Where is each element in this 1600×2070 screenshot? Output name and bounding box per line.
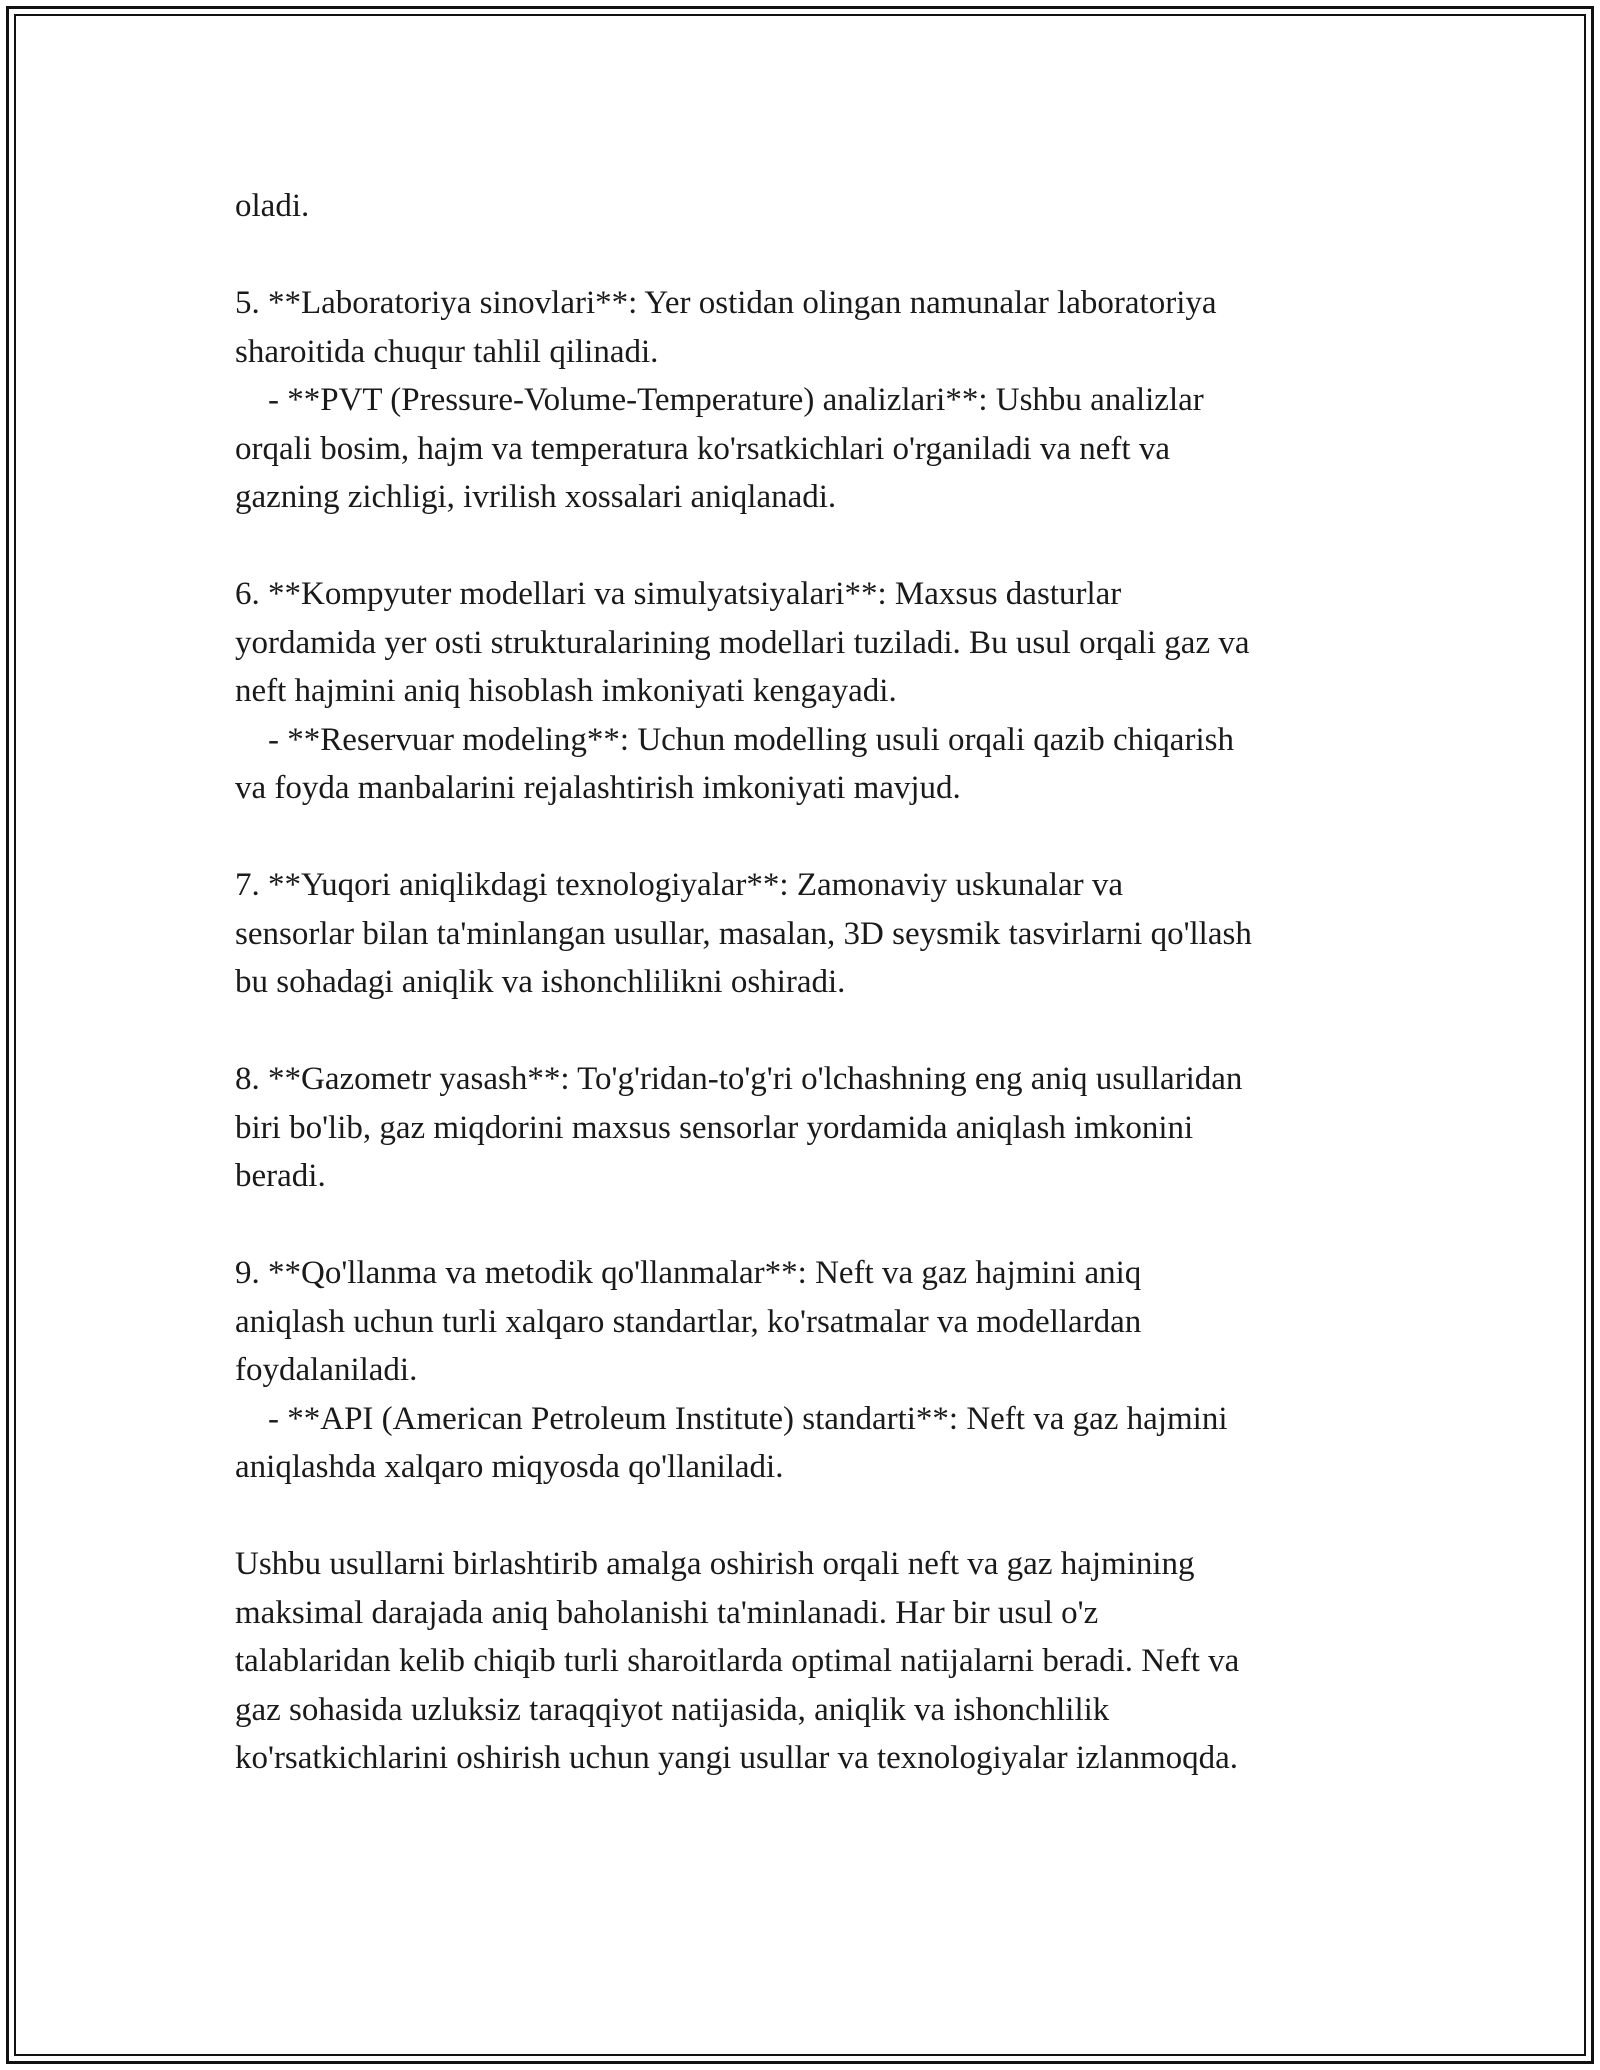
document-body xyxy=(235,182,1385,1831)
text-line: 7. **Yuqori aniqlikdagi texnologiyalar**: Zamonaviy uskunalar va xyxy=(235,867,1124,903)
text-line: sensorlar bilan ta'minlangan usullar, masalan, 3D seysmik tasvirlarni qo'llash xyxy=(235,915,1252,952)
text-line: talablaridan kelib chiqib turli sharoitlarda optimal natijalarni beradi. Neft va xyxy=(235,1643,1240,1679)
paragraph-item-5 xyxy=(235,279,1385,522)
text-line: beradi. xyxy=(235,1158,326,1194)
text-line: 6. **Kompyuter modellari va simulyatsiyalari**: Maxsus dasturlar xyxy=(235,576,1122,612)
paragraph-continuation xyxy=(235,182,1385,231)
paragraph-item-6 xyxy=(235,570,1385,813)
text-line: 9. **Qo'llanma va metodik qo'llanmalar**: Neft va gaz hajmini aniq xyxy=(235,1255,1142,1291)
text-line: neft hajmini aniq hisoblash imkoniyati kengayadi. xyxy=(235,673,897,709)
paragraph-item-8 xyxy=(235,1055,1385,1201)
text-line: aniqlashda xalqaro miqyosda qo'llaniladi. xyxy=(235,1449,784,1485)
text-line: ko'rsatkichlarini oshirish uchun yangi usullar va texnologiyalar izlanmoqda. xyxy=(235,1740,1239,1776)
text-line: yordamida yer osti strukturalarining modellari tuziladi. Bu usul orqali gaz va xyxy=(235,624,1250,661)
text-line: - **Reservuar modeling**: Uchun modelling usuli orqali qazib chiqarish xyxy=(235,721,1234,758)
text-line: - **API (American Petroleum Institute) standarti**: Neft va gaz hajmini xyxy=(235,1400,1228,1437)
text-line: Ushbu usullarni birlashtirib amalga oshirish orqali neft va gaz hajmining xyxy=(235,1546,1195,1582)
text-line: gazning zichligi, ivrilish xossalari aniqlanadi. xyxy=(235,479,837,515)
text-line: aniqlash uchun turli xalqaro standartlar, ko'rsatmalar va modellardan xyxy=(235,1303,1142,1340)
text-line: - **PVT (Pressure-Volume-Temperature) analizlari**: Ushbu analizlar xyxy=(235,382,1204,418)
text-line: maksimal darajada aniq baholanishi ta'minlanadi. Har bir usul o'z xyxy=(235,1594,1099,1631)
text-line: 8. **Gazometr yasash**: To'g'ridan-to'g'ri o'lchashning eng aniq usullaridan xyxy=(235,1061,1243,1097)
paragraph-conclusion xyxy=(235,1540,1385,1783)
paragraph-item-9 xyxy=(235,1249,1385,1492)
text-line: oladi. xyxy=(235,188,310,224)
text-line: foydalaniladi. xyxy=(235,1352,418,1388)
text-line: bu sohadagi aniqlik va ishonchlilikni oshiradi. xyxy=(235,964,846,1000)
text-line: biri bo'lib, gaz miqdorini maxsus sensorlar yordamida aniqlash imkonini xyxy=(235,1109,1194,1146)
paragraph-item-7 xyxy=(235,861,1385,1007)
text-line: orqali bosim, hajm va temperatura ko'rsatkichlari o'rganiladi va neft va xyxy=(235,430,1170,467)
text-line: sharoitida chuqur tahlil qilinadi. xyxy=(235,333,659,370)
text-line: gaz sohasida uzluksiz taraqqiyot natijasida, aniqlik va ishonchlilik xyxy=(235,1691,1110,1728)
text-line: va foyda manbalarini rejalashtirish imkoniyati mavjud. xyxy=(235,770,961,806)
text-line: 5. **Laboratoriya sinovlari**: Yer ostidan olingan namunalar laboratoriya xyxy=(235,285,1217,321)
